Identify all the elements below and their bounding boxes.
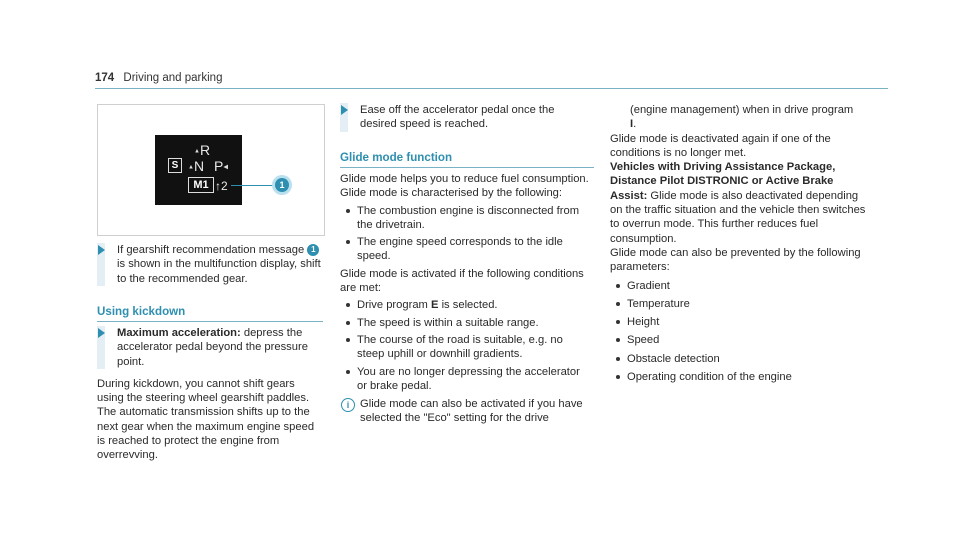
display-figure: [97, 104, 325, 236]
list-item-text: Drive program: [357, 299, 428, 312]
list-item: The course of the road is suitable, e.g. no steep uphill or downhill gradients.: [340, 333, 592, 362]
arrow-up-icon: ▲: [188, 164, 194, 171]
step-arrow-icon: [341, 105, 348, 115]
paragraph: Glide mode is activated if the following conditions are met:: [340, 267, 584, 295]
list-item: Speed: [610, 333, 872, 347]
list-item: [340, 298, 592, 312]
shift-recommendation-step: [97, 243, 322, 286]
callout-marker: [272, 175, 292, 195]
list-item: Obstacle detection: [610, 352, 872, 366]
glide-mode-content: [340, 172, 592, 426]
gear-r-row: [194, 143, 210, 158]
header-rule: [95, 88, 888, 89]
step-text: Ease off the accelerator pedal once the desired speed is reached.: [360, 104, 555, 131]
manual-gear-badge: M1: [188, 177, 214, 193]
list-item: The combustion engine is disconnected from the drivetrain.: [340, 204, 592, 233]
paragraph: Glide mode can also be prevented by the following parameters:: [610, 246, 861, 274]
instruction-step: [97, 243, 322, 286]
note: [340, 397, 592, 426]
kickdown-paragraph: During kickdown, you cannot shift gears using the steering wheel gearshift paddles. The automatic transmission shifts up to the next gear when the maximum engine speed is reached to protect the engine from overrevving.: [97, 377, 315, 462]
list-item: Temperature: [610, 297, 872, 311]
callout-line: [231, 185, 273, 186]
instruction-step: [340, 103, 592, 132]
gear-r-label: R: [199, 142, 211, 158]
note-text: (engine management) when in drive program: [630, 104, 854, 116]
drive-program-label: I: [630, 118, 634, 131]
conditions-list: [340, 298, 592, 393]
section-rule: [340, 167, 594, 168]
arrow-left-icon: ◀: [223, 164, 228, 171]
list-item: The engine speed corresponds to the idle speed.: [340, 235, 592, 264]
step-arrow-icon: [98, 245, 105, 255]
gear-p-label: P: [213, 158, 224, 174]
list-item: You are no longer depressing the accelerator or brake pedal.: [340, 365, 592, 394]
step-text: If gearshift recommendation message: [117, 244, 305, 256]
list-item-text: is selected.: [441, 299, 498, 312]
list-item: Height: [610, 315, 872, 329]
paragraph: Glide mode is deactivated again if one of the conditions is no longer met.: [610, 132, 831, 159]
arrow-up-icon: ▲: [194, 148, 200, 155]
paragraph-text: Glide mode is also deactivated depending on the traffic situation and the vehicle then switches to overrun mode. This further reduces fuel consumption.: [610, 189, 866, 245]
paragraph: Glide mode is characterised by the following:: [340, 187, 562, 200]
step-bold-label: Maximum acceleration:: [117, 327, 241, 339]
page-number: 174: [95, 72, 115, 84]
assist-paragraph: [610, 160, 872, 246]
note-text: Glide mode can also be activated if you have selected the "Eco" setting for the drive: [360, 398, 583, 425]
step-text: is shown in the multifunction display, shift to the recommended gear.: [117, 258, 321, 285]
info-icon: i: [341, 398, 355, 412]
callout-badge: 1: [307, 244, 319, 256]
s-mode-badge: S: [168, 158, 182, 173]
list-item: Operating condition of the engine: [610, 370, 872, 384]
glide-mode-continued: [610, 103, 872, 384]
page-section-title: Driving and parking: [123, 72, 223, 84]
section-rule: [97, 321, 323, 322]
step-text: depress the accelerator pedal beyond the pressure point.: [117, 327, 308, 368]
parameters-list: [610, 279, 872, 385]
ease-off-step: [340, 103, 592, 132]
paragraph: Glide mode helps you to reduce fuel consumption.: [340, 173, 589, 185]
section-title-kickdown: Using kickdown: [97, 305, 186, 318]
gear-n-label: N: [193, 158, 205, 174]
note-continuation: (engine management) when in drive program I.: [630, 104, 854, 131]
assist-bold-label: Vehicles with Driving Assistance Package, Distance Pilot DISTRONIC or Active Brake Assist:: [610, 161, 836, 202]
characteristics-list: [340, 204, 592, 264]
page-header: [95, 71, 222, 85]
upshift-recommendation: ↑2: [215, 179, 228, 193]
section-title-glide-mode: Glide mode function: [340, 151, 453, 164]
kickdown-content: [97, 326, 322, 463]
gear-np-row: [188, 159, 228, 174]
callout-number: 1: [275, 178, 289, 192]
step-arrow-icon: [98, 328, 105, 338]
instruction-step: [97, 326, 322, 369]
multifunction-display: [155, 135, 242, 205]
list-item: The speed is within a suitable range.: [340, 316, 592, 330]
list-item: Gradient: [610, 279, 872, 293]
drive-program-label: E: [430, 299, 439, 312]
